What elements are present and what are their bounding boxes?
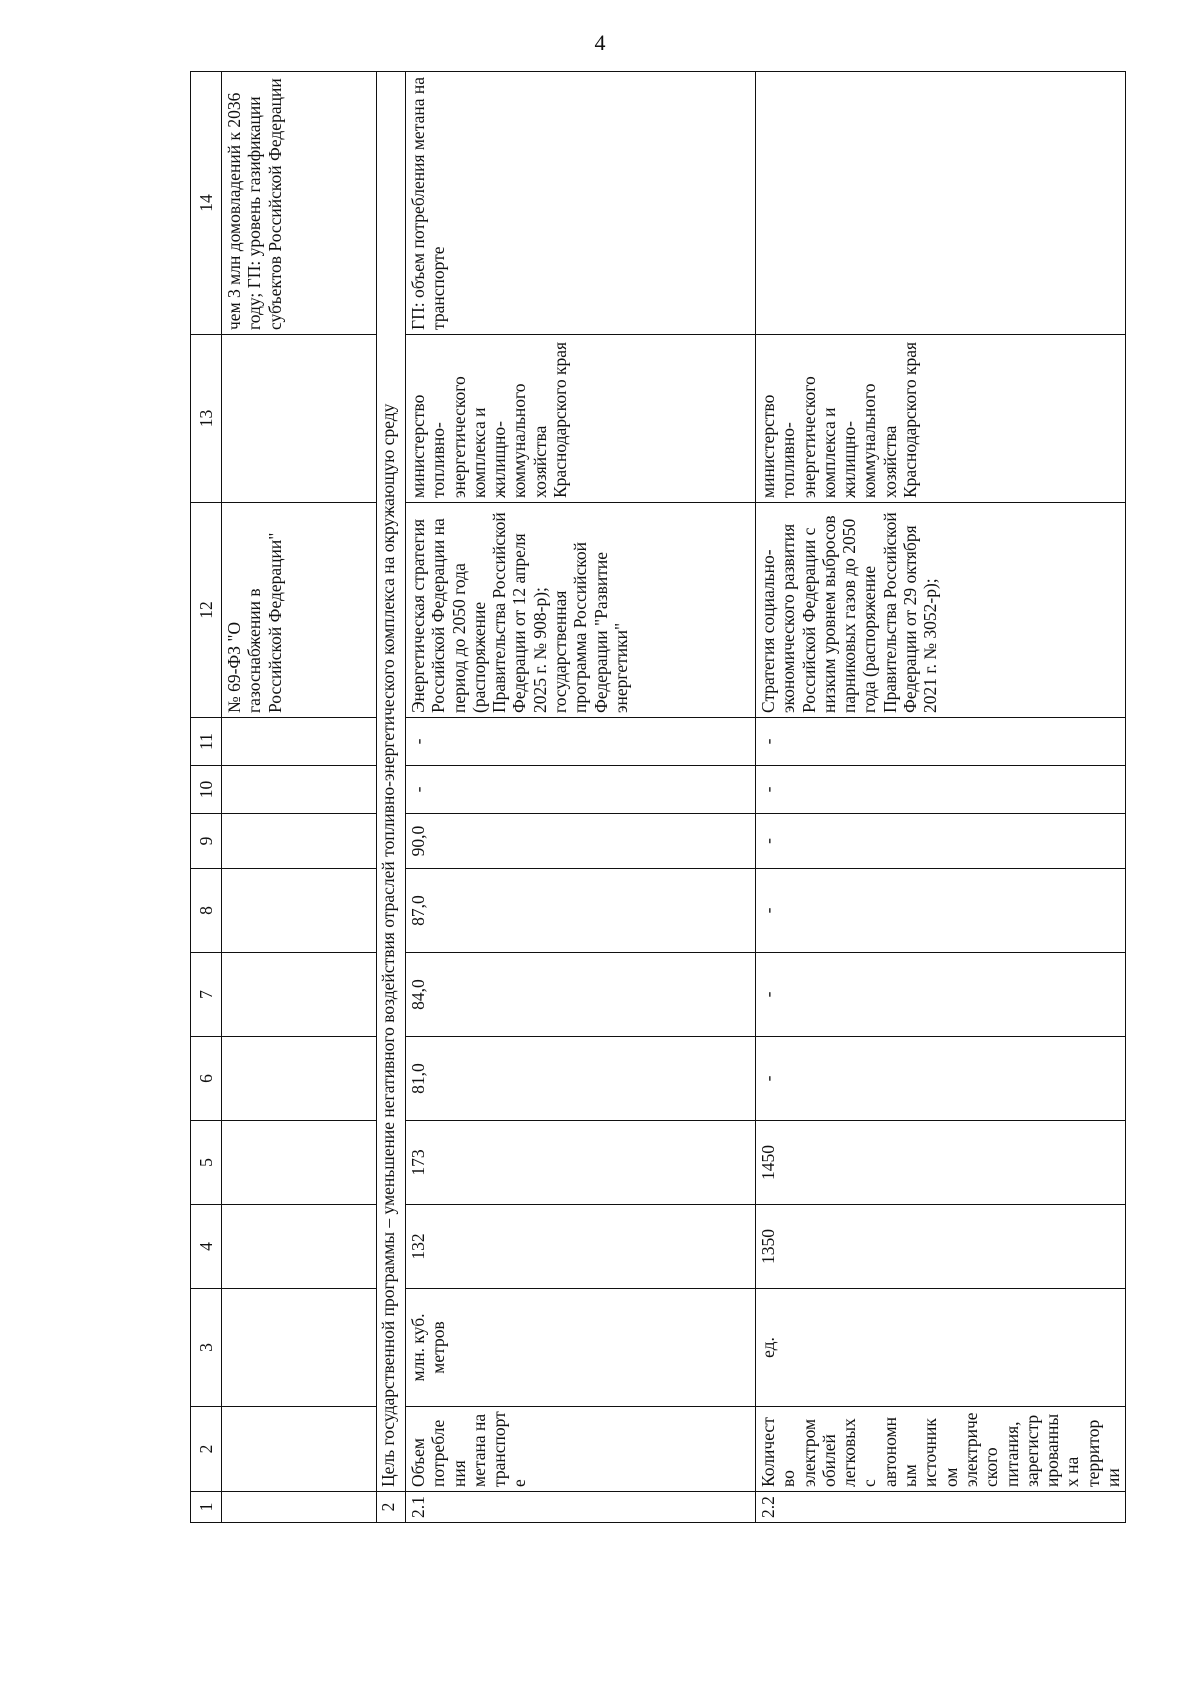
unit-of-measure: ед. [756, 1289, 1126, 1407]
document-basis: Стратегия социально-экономического развития Российской Федерации с низким уровнем выбросов парниковых газов до 2050 года (распоряжение Правительства Российской Федерации от 29 октября 2021 г. № 3052-р); [756, 503, 1126, 718]
gasification-indicator-cell: чем 3 млн домовладений к 2036 году; ГП: уровень газификации субъектов Российской Федерации [222, 72, 377, 335]
header-cell: 11 [191, 718, 222, 766]
header-cell: 2 [191, 1407, 222, 1492]
header-cell: 5 [191, 1121, 222, 1205]
value-col-8: 87,0 [406, 869, 756, 953]
indicator-name: Объем потребления метана на транспорте [406, 1407, 756, 1492]
header-cell: 1 [191, 1492, 222, 1523]
row-number: 2.1 [406, 1492, 756, 1523]
responsible-body: министерство топливно-энергетического комплекса и жилищно-коммунального хозяйства Краснодарского края [406, 335, 756, 503]
goal-number: 2 [377, 1492, 406, 1523]
value-col-9: 90,0 [406, 814, 756, 869]
value-col-5: 1450 [756, 1121, 1126, 1205]
value-col-6: - [756, 1037, 1126, 1121]
document-basis: Энергетическая стратегия Российской Федерации на период до 2050 года (распоряжение Правительства Российской Федерации от 12 апреля 2025 г. № 908-р); государственная программа Российской Федерации "Развитие энергетики" [406, 503, 756, 718]
table-row [406, 72, 756, 1523]
row-number: 2.2 [756, 1492, 1126, 1523]
header-cell: 6 [191, 1037, 222, 1121]
continuation-row [222, 72, 377, 1523]
header-cell: 8 [191, 869, 222, 953]
unit-of-measure: млн. куб. метров [406, 1289, 756, 1407]
header-cell: 4 [191, 1205, 222, 1289]
program-link [756, 72, 1126, 335]
header-cell: 13 [191, 335, 222, 503]
goal-row [377, 72, 406, 1523]
value-col-7: 84,0 [406, 953, 756, 1037]
value-col-7: - [756, 953, 1126, 1037]
header-cell: 7 [191, 953, 222, 1037]
table-row [756, 72, 1126, 1523]
header-cell: 12 [191, 503, 222, 718]
value-col-11: - [756, 718, 1126, 766]
program-link: ГП: объем потребления метана на транспорте [406, 72, 756, 335]
value-col-9: - [756, 814, 1126, 869]
value-col-4: 1350 [756, 1205, 1126, 1289]
responsible-body: министерство топливно-энергетического комплекса и жилищно-коммунального хозяйства Краснодарского края [756, 335, 1126, 503]
goal-text: Цель государственной программы – уменьшение негативного воздействия отраслей топливно-энергетического комплекса на окружающую среду [377, 72, 406, 1492]
header-cell: 9 [191, 814, 222, 869]
rotated-table-container [190, 72, 1124, 1523]
value-col-5: 173 [406, 1121, 756, 1205]
page-number: 4 [594, 30, 606, 55]
law-reference-cell: № 69-ФЗ "О газоснабжении в Российской Федерации" [222, 503, 377, 718]
value-col-10: - [756, 766, 1126, 814]
value-col-8: - [756, 869, 1126, 953]
header-cell: 3 [191, 1289, 222, 1407]
value-col-10: - [406, 766, 756, 814]
header-cell: 14 [191, 72, 222, 335]
header-cell: 10 [191, 766, 222, 814]
header-row [191, 72, 222, 1523]
value-col-11: - [406, 718, 756, 766]
indicators-table [190, 71, 1126, 1523]
value-col-6: 81,0 [406, 1037, 756, 1121]
indicator-name: Количество электромобилей легковых с автономным источником электрического питания, зарегистрированных на территории [756, 1407, 1126, 1492]
value-col-4: 132 [406, 1205, 756, 1289]
